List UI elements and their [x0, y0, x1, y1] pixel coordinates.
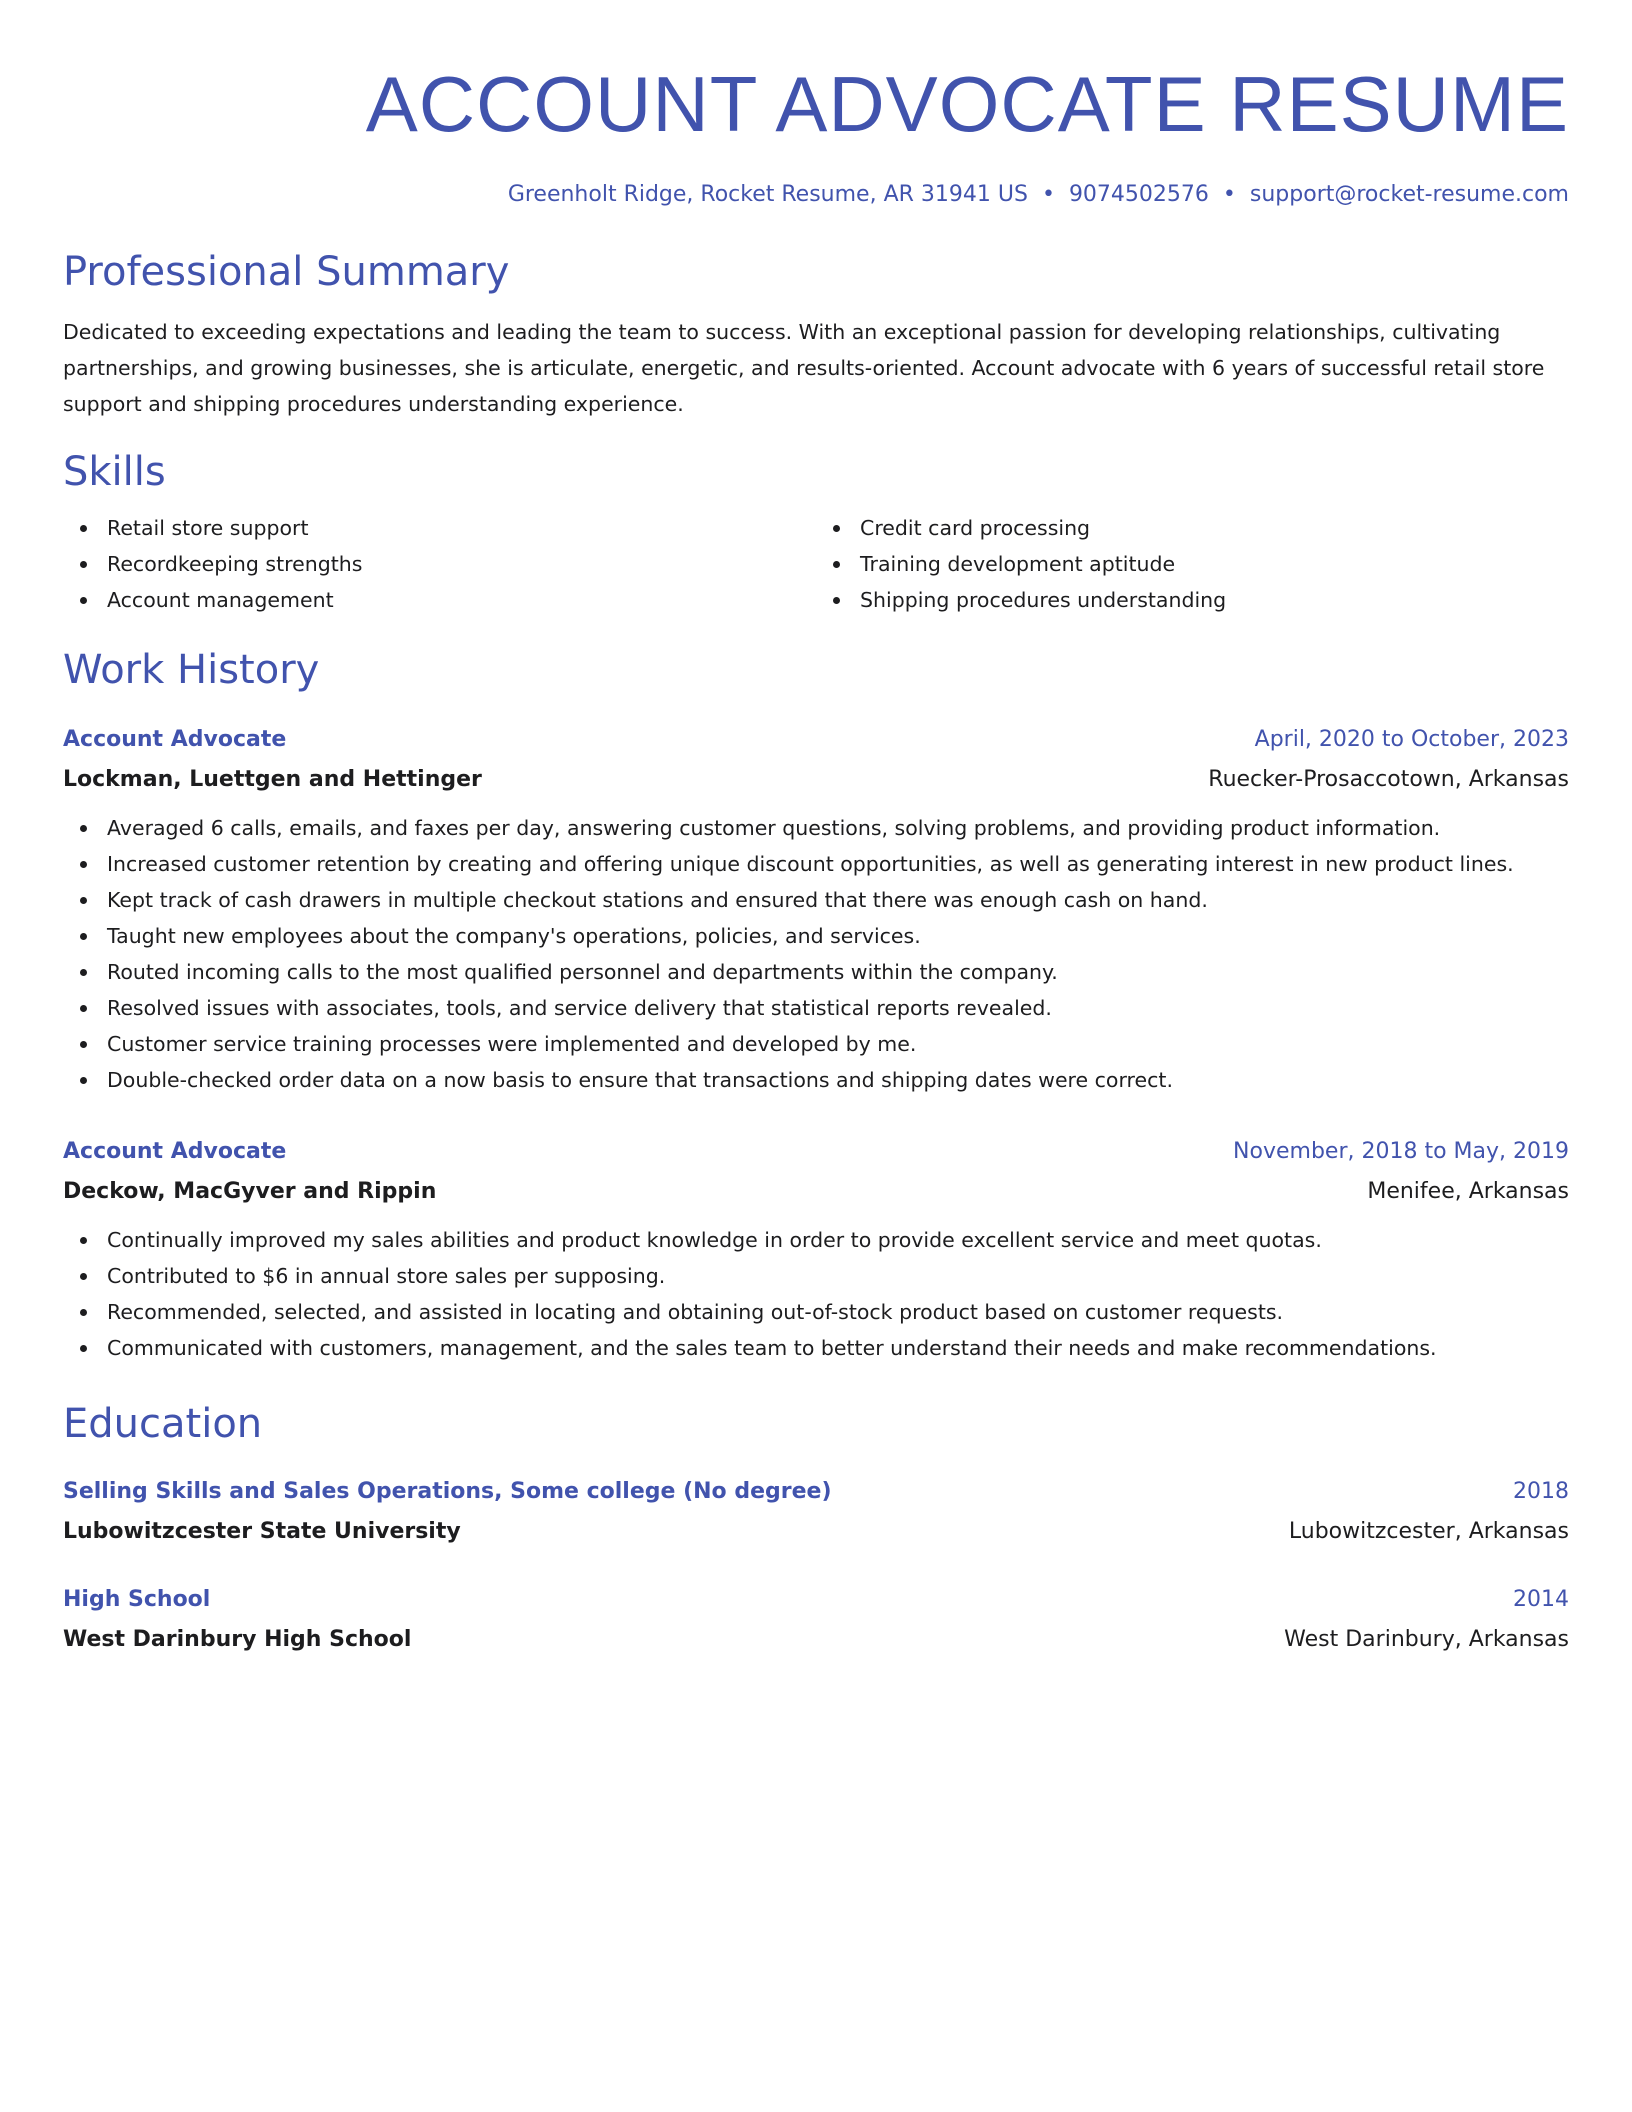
- contact-phone[interactable]: 9074502576: [1068, 182, 1209, 207]
- job-bullet: Taught new employees about the company's operations, policies, and services.: [63, 918, 1569, 954]
- education-header-row: [63, 1472, 1569, 1512]
- job-bullet: Contributed to $6 in annual store sales per supposing.: [63, 1258, 1569, 1294]
- education-degree: High School: [63, 1587, 211, 1612]
- job-bullet: Resolved issues with associates, tools, and service delivery that statistical reports revealed.: [63, 990, 1569, 1026]
- job-bullet: Averaged 6 calls, emails, and faxes per day, answering customer questions, solving problems, and providing product information.: [63, 810, 1569, 846]
- job-entry: [63, 1132, 1569, 1366]
- skill-item: Account management: [63, 582, 816, 618]
- contact-address: Greenholt Ridge, Rocket Resume, AR 31941 US: [507, 182, 1028, 207]
- job-location: Ruecker-Prosaccotown, Arkansas: [1208, 767, 1569, 792]
- education-year: 2018: [1513, 1479, 1569, 1504]
- education-year: 2014: [1513, 1587, 1569, 1612]
- resume-title: ACCOUNT ADVOCATE RESUME: [365, 60, 1569, 148]
- job-role: Account Advocate: [63, 1139, 287, 1164]
- skill-item: Credit card processing: [816, 510, 1569, 546]
- job-header-row: [63, 720, 1569, 760]
- contact-line: [63, 180, 1569, 210]
- job-bullets: [63, 810, 1569, 1098]
- resume-header: [63, 56, 1569, 210]
- job-dates: November, 2018 to May, 2019: [1233, 1139, 1569, 1164]
- education-school: Lubowitzcester State University: [63, 1519, 461, 1544]
- education-location: Lubowitzcester, Arkansas: [1288, 1519, 1569, 1544]
- job-bullet: Customer service training processes were implemented and developed by me.: [63, 1026, 1569, 1062]
- job-company-row: [63, 760, 1569, 800]
- job-bullets: [63, 1222, 1569, 1366]
- section-title-work-history: Work History: [63, 647, 320, 693]
- education-school-row: [63, 1620, 1569, 1660]
- skills-column-right: [816, 510, 1569, 618]
- contact-separator: •: [1041, 182, 1055, 207]
- job-bullet: Continually improved my sales abilities and product knowledge in order to provide excellent service and meet quotas.: [63, 1222, 1569, 1258]
- education-entry: [63, 1472, 1569, 1552]
- skill-item: Shipping procedures understanding: [816, 582, 1569, 618]
- section-title-education: Education: [63, 1401, 263, 1447]
- skill-item: Retail store support: [63, 510, 816, 546]
- job-bullet: Kept track of cash drawers in multiple checkout stations and ensured that there was enough cash on hand.: [63, 882, 1569, 918]
- education-degree: Selling Skills and Sales Operations, Some college (No degree): [63, 1479, 832, 1504]
- education-entry: [63, 1580, 1569, 1660]
- contact-email[interactable]: support@rocket-resume.com: [1249, 182, 1569, 207]
- job-company: Lockman, Luettgen and Hettinger: [63, 767, 482, 792]
- job-bullet: Recommended, selected, and assisted in locating and obtaining out-of-stock product based on customer requests.: [63, 1294, 1569, 1330]
- job-entry: [63, 720, 1569, 1098]
- job-role: Account Advocate: [63, 727, 287, 752]
- job-dates: April, 2020 to October, 2023: [1254, 727, 1569, 752]
- job-company: Deckow, MacGyver and Rippin: [63, 1179, 437, 1204]
- job-bullet: Double-checked order data on a now basis to ensure that transactions and shipping dates were correct.: [63, 1062, 1569, 1098]
- job-location: Menifee, Arkansas: [1367, 1179, 1569, 1204]
- job-bullet: Increased customer retention by creating and offering unique discount opportunities, as well as generating interest in new product lines.: [63, 846, 1569, 882]
- summary-text: Dedicated to exceeding expectations and leading the team to success. With an exceptional passion for developing relationships, cultivating partnerships, and growing businesses, she is articulate, energetic, and results-oriented. Account advocate with 6 years of successful retail store support and shipping procedures understanding experience.: [63, 320, 1545, 416]
- job-bullet: Routed incoming calls to the most qualified personnel and departments within the company.: [63, 954, 1569, 990]
- job-company-row: [63, 1172, 1569, 1212]
- skill-item: Recordkeeping strengths: [63, 546, 816, 582]
- education-location: West Darinbury, Arkansas: [1284, 1627, 1569, 1652]
- education-header-row: [63, 1580, 1569, 1620]
- education-school: West Darinbury High School: [63, 1627, 412, 1652]
- job-bullet: Communicated with customers, management, and the sales team to better understand their needs and make recommendations.: [63, 1330, 1569, 1366]
- section-title-summary: Professional Summary: [63, 249, 510, 295]
- contact-separator: •: [1222, 182, 1236, 207]
- job-header-row: [63, 1132, 1569, 1172]
- education-school-row: [63, 1512, 1569, 1552]
- skill-item: Training development aptitude: [816, 546, 1569, 582]
- skills-list: [63, 510, 1569, 618]
- skills-column-left: [63, 510, 816, 618]
- section-title-skills: Skills: [63, 449, 166, 495]
